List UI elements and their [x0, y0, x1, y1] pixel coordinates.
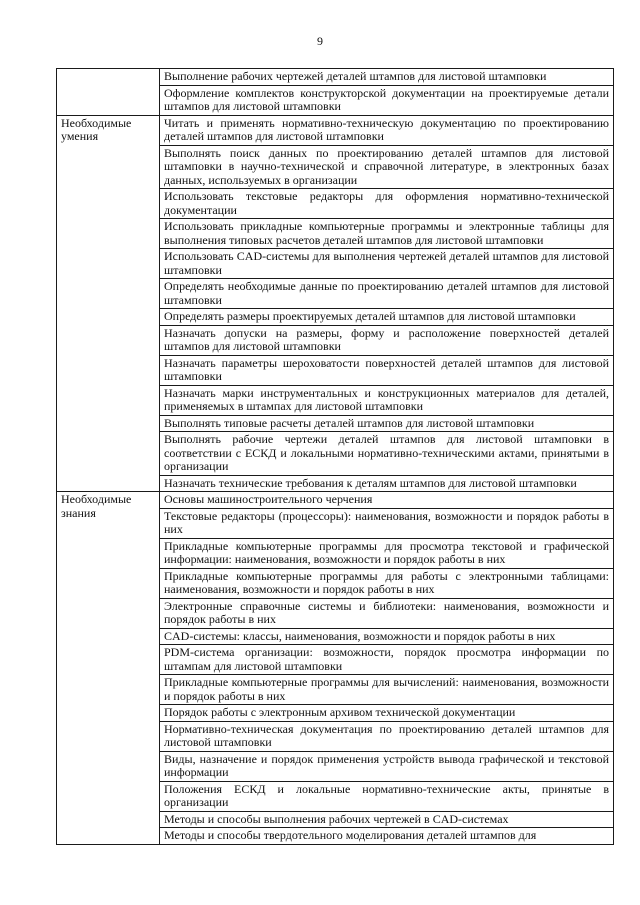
table-cell: Выполнять типовые расчеты деталей штампов для листовой штамповки	[160, 415, 614, 432]
knowledge-label: Необходимые знания	[57, 492, 160, 845]
table-cell: Выполнять поиск данных по проектированию деталей штампов для листовой штамповки в научно-технической и справочной литературе, в электронных базах данных, используемых в организации	[160, 145, 614, 189]
table-cell: Назначать технические требования к деталям штампов для листовой штамповки	[160, 475, 614, 492]
table-cell: Методы и способы твердотельного моделирования деталей штампов для	[160, 828, 614, 845]
continuation-label-cell	[57, 69, 160, 116]
requirements-table	[56, 68, 614, 845]
table-cell: CAD-системы: классы, наименования, возможности и порядок работы в них	[160, 628, 614, 645]
page-number: 9	[317, 34, 323, 48]
table-cell: PDM-система организации: возможности, порядок просмотра информации по штампам для листовой штамповки	[160, 645, 614, 675]
table-cell: Нормативно-техническая документация по проектированию деталей штампов для листовой штамповки	[160, 721, 614, 751]
table-cell: Текстовые редакторы (процессоры): наименования, возможности и порядок работы в них	[160, 508, 614, 538]
table-cell: Назначать марки инструментальных и конструкционных материалов для деталей, применяемых в штампах для листовой штамповки	[160, 385, 614, 415]
table-cell: Положения ЕСКД и локальные нормативно-технические акты, принятые в организации	[160, 781, 614, 811]
table-cell: Определять необходимые данные по проектированию деталей штампов для листовой штамповки	[160, 279, 614, 309]
table-cell: Назначать допуски на размеры, форму и расположение поверхностей деталей штампов для листовой штамповки	[160, 325, 614, 355]
table-cell: Прикладные компьютерные программы для просмотра текстовой и графической информации: наименования, возможности и порядок работы в них	[160, 538, 614, 568]
skills-label: Необходимые умения	[57, 115, 160, 492]
table-row	[57, 115, 614, 145]
table-cell: Читать и применять нормативно-техническую документацию по проектированию деталей штампов для листовой штамповки	[160, 115, 614, 145]
table-cell: Электронные справочные системы и библиотеки: наименования, возможности и порядок работы в них	[160, 598, 614, 628]
table-cell: Оформление комплектов конструкторской документации на проектируемые детали штампов для листовой штамповки	[160, 85, 614, 115]
table-cell: Выполнять рабочие чертежи деталей штампов для листовой штамповки в соответствии с ЕСКД и локальными нормативно-техническими актами, принятыми в организации	[160, 432, 614, 476]
table-cell: Прикладные компьютерные программы для работы с электронными таблицами: наименования, возможности и порядок работы в них	[160, 568, 614, 598]
table-cell: Назначать параметры шероховатости поверхностей деталей штампов для листовой штамповки	[160, 355, 614, 385]
table-row	[57, 492, 614, 509]
table-cell: Использовать прикладные компьютерные программы и электронные таблицы для выполнения типовых расчетов деталей штампов для листовой штамповки	[160, 219, 614, 249]
table-cell: Прикладные компьютерные программы для вычислений: наименования, возможности и порядок работы в них	[160, 675, 614, 705]
table-cell: Порядок работы с электронным архивом технической документации	[160, 705, 614, 722]
table-cell: Выполнение рабочих чертежей деталей штампов для листовой штамповки	[160, 69, 614, 86]
table-cell: Определять размеры проектируемых деталей штампов для листовой штамповки	[160, 309, 614, 326]
table-cell: Виды, назначение и порядок применения устройств вывода графической и текстовой информации	[160, 751, 614, 781]
table-row	[57, 69, 614, 86]
table-cell: Использовать CAD-системы для выполнения чертежей деталей штампов для листовой штамповки	[160, 249, 614, 279]
table-cell: Использовать текстовые редакторы для оформления нормативно-технической документации	[160, 189, 614, 219]
table-cell: Методы и способы выполнения рабочих чертежей в CAD-системах	[160, 811, 614, 828]
table-cell: Основы машиностроительного черчения	[160, 492, 614, 509]
